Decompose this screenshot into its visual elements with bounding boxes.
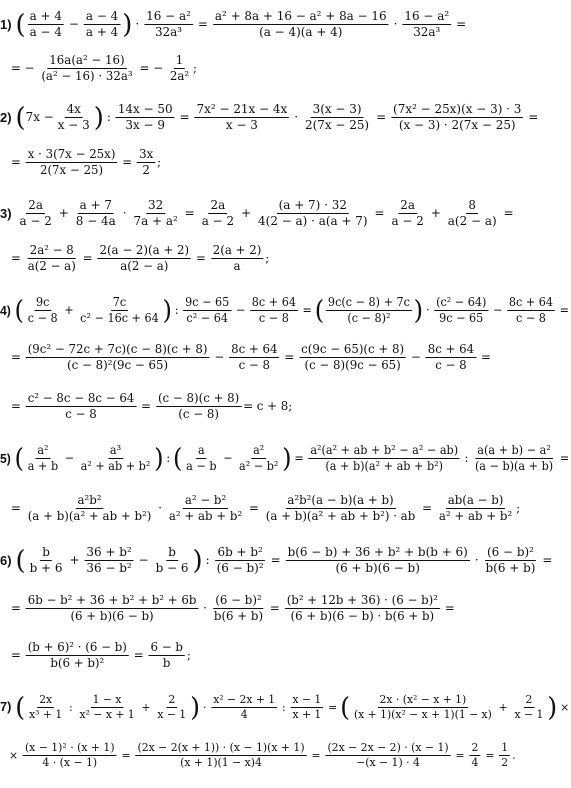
- fraction: $\frac{8c + 64}{c - 8}$: [508, 295, 554, 326]
- problem-number: 7): [0, 699, 12, 715]
- fraction: $\frac{2}{4}$: [471, 741, 479, 770]
- fraction: $\frac{\text{7x² − 21x − 4x}}{x - 3}$: [196, 102, 288, 133]
- problem-number: 5): [0, 450, 11, 466]
- fraction: $\frac{\text{6b + b²}}{\text{(6 − b)²}}$: [216, 545, 264, 576]
- fraction: $\frac{2a}{a - 2}$: [391, 198, 424, 229]
- fraction: $\frac{\text{a²}}{\text{a² − b²}}$: [239, 443, 279, 474]
- fraction: $\frac{\text{36 + b²}}{\text{36 − b²}}$: [86, 545, 132, 576]
- fraction: $\frac{8c + 64}{c - 8}$: [231, 342, 278, 373]
- fraction: $\frac{4x}{x - 3}$: [57, 102, 90, 133]
- fraction: $\frac{3x}{2}$: [139, 147, 154, 178]
- fraction: $\frac{2}{x - 1}$: [157, 693, 187, 722]
- problem-5-line-2: = $\frac{\text{a²b²}}{\text{(a + b)(a² + ab + b²)}}$ · $\frac{\text{a² − b²}}{\text{a² + ab + b²}}$ = $\frac{\text{a²b²(a − b)(a + b)}}{\text{(a + b)(a² + ab + b²) · ab}}$ = $\frac{ab(a - b)}{\text{a² + ab + b²}}$ ;: [10, 493, 521, 524]
- fraction: $\frac{(c - 8)(c + 8)}{(c - 8)}$: [157, 391, 240, 422]
- fraction: $\frac{\text{2a² − 8}}{a(2 - a)}$: [27, 243, 76, 274]
- fraction: $\frac{1}{2}$: [501, 741, 509, 770]
- fraction: $\frac{x - 1}{x + 1}$: [292, 693, 322, 722]
- fraction: $\frac{\text{a² − b²}}{\text{a² + ab + b²}}$: [168, 493, 243, 524]
- problem-6-line-2: = $\frac{\text{6b − b² + 36 + b² + b² + 6b}}{(6 + b)(6 - b)}$ · $\frac{\text{(6 − b)²}}{b(6 + b)}$ = $\frac{\text{(b² + 12b + 36) · (6 − b)²}}{(6 + b)(6 - b) \cdot b(6 + b)}$ =: [10, 593, 455, 624]
- fraction: $\frac{32}{\text{7a + a²}}$: [133, 198, 178, 229]
- fraction: $\frac{\text{16 − a²}}{\text{32a³}}$: [404, 9, 450, 40]
- problem-7-line-1: 7) ( $\frac{2x}{\text{x³ + 1}}$ : $\frac{1 - x}{\text{x² − x + 1}}$ + $\frac{2}{x - 1}$ ) · $\frac{\text{x² − 2x + 1}}{4}$ : $\frac{x - 1}{x + 1}$ = ( $\frac{\text{2x · (x² − x + 1)}}{\text{(x + 1)(x² − x + 1)(1 − x)}}$ + $\frac{2}{x - 1}$ ) ×: [0, 692, 570, 723]
- fraction: $\frac{2}{x - 1}$: [514, 693, 544, 722]
- problem-number: 1): [0, 16, 12, 32]
- problem-5-line-1: 5) ( $\frac{\text{a²}}{a + b}$ − $\frac{\text{a³}}{\text{a² + ab + b²}}$ ) : ( $\frac{a}{a - b}$ − $\frac{\text{a²}}{\text{a² − b²}}$ ) = $\frac{\text{a²(a² + ab + b² − a² − ab)}}{\text{(a + b)(a² + ab + b²)}}$ : $\frac{\text{a(a + b) − a²}}{(a - b)(a + b)}$ =: [0, 443, 570, 474]
- problem-2-line-1: 2) ( 7x − $\frac{4x}{x - 3}$ ) : $\frac{14x - 50}{3x - 9}$ = $\frac{\text{7x² − 21x − 4x}}{x - 3}$ · $\frac{3(x - 3)}{2(7x - 25)}$ = $\frac{\text{(7x² − 25x)(x − 3) · 3}}{(x - 3) \cdot 2(7x - 25)}$ =: [0, 102, 539, 133]
- problem-1-line-1: 1) ( $\frac{a + 4}{a - 4}$ − $\frac{a - 4}{a + 4}$ ) · $\frac{\text{16 − a²}}{\text{32a³}}$ = $\frac{\text{a² + 8a + 16 − a² + 8a − 16}}{(a - 4)(a + 4)}$ · $\frac{\text{16 − a²}}{\text{32a³}}$ =: [0, 9, 467, 40]
- fraction: $\frac{\text{(b + 6)² · (6 − b)}}{\text{b(6 + b)²}}$: [27, 640, 127, 671]
- fraction: $\frac{\text{a²b²(a − b)(a + b)}}{\text{(a + b)(a² + ab + b²) · ab}}$: [265, 493, 416, 524]
- fraction: $\frac{\text{(7x² − 25x)(x − 3) · 3}}{(x - 3) \cdot 2(7x - 25)}$: [393, 102, 522, 133]
- fraction: $\frac{a - 4}{a + 4}$: [85, 9, 119, 40]
- fraction: $\frac{2(a - 2)(a + 2)}{a(2 - a)}$: [99, 243, 190, 274]
- fraction: $\frac{2a}{a - 2}$: [201, 198, 235, 229]
- fraction: $\frac{9c(c - 8) + 7c}{\text{(c − 8)²}}$: [327, 295, 410, 326]
- fraction: $\frac{\text{a²(a² + ab + b² − a² − ab)}}{\text{(a + b)(a² + ab + b²)}}$: [310, 443, 459, 474]
- fraction: $\frac{9c - 65}{\text{c² − 64}}$: [185, 295, 230, 326]
- fraction: $\frac{a}{a - b}$: [186, 443, 217, 474]
- fraction: $\frac{\text{(b² + 12b + 36) · (6 − b)²}}{(6 + b)(6 - b) \cdot b(6 + b)}$: [286, 593, 438, 624]
- fraction: $\frac{3(x - 3)}{2(7x - 25)}$: [304, 102, 370, 133]
- problem-4-line-3: = $\frac{\text{c² − 8c − 8c − 64}}{c - 8}$ = $\frac{(c - 8)(c + 8)}{(c - 8)}$ = c + 8;: [10, 391, 293, 422]
- fraction: $\frac{\text{16a(a² − 16)}}{\text{(a² − 16) · 32a³}}$: [41, 53, 133, 84]
- fraction: $\frac{\text{(x − 1)² · (x + 1)}}{4 \cdot (x - 1)}$: [24, 741, 115, 770]
- fraction: $\frac{\text{(6 − b)²}}{b(6 + b)}$: [213, 593, 264, 624]
- fraction: $\frac{6 - b}{b}$: [150, 640, 183, 671]
- fraction: $\frac{\text{a²}}{a + b}$: [27, 443, 59, 474]
- problem-4-line-1: 4) ( $\frac{9c}{c - 8}$ + $\frac{7c}{\text{c² − 16c + 64}}$ ) : $\frac{9c - 65}{\text{c² − 64}}$ − $\frac{8c + 64}{c - 8}$ = ( $\frac{9c(c - 8) + 7c}{\text{(c − 8)²}}$ ) · $\frac{\text{(c² − 64)}}{9c - 65}$ − $\frac{8c + 64}{c - 8}$ =: [0, 295, 569, 326]
- fraction: $\frac{(2x - 2x - 2) \cdot (x - 1)}{-(x - 1) \cdot 4}$: [327, 741, 449, 770]
- fraction: $\frac{9c}{c - 8}$: [27, 295, 58, 326]
- fraction: $\frac{(a + 7) \cdot 32}{4(2 - a) \cdot a(a + 7)}$: [258, 198, 368, 229]
- problem-number: 4): [0, 302, 11, 318]
- fraction: $\frac{\text{b(6 − b) + 36 + b² + b(b + 6)}}{(6 + b)(6 - b)}$: [287, 545, 468, 576]
- fraction: $\frac{8c + 64}{c - 8}$: [427, 342, 475, 373]
- problem-3-line-2: = $\frac{\text{2a² − 8}}{a(2 - a)}$ = $\frac{2(a - 2)(a + 2)}{a(2 - a)}$ = $\frac{2(a + 2)}{a}$ ;: [10, 243, 270, 274]
- problem-3-line-1: 3) $\frac{2a}{a - 2}$ + $\frac{a + 7}{8 - 4a}$ · $\frac{32}{\text{7a + a²}}$ = $\frac{2a}{a - 2}$ + $\frac{(a + 7) \cdot 32}{4(2 - a) \cdot a(a + 7)}$ = $\frac{2a}{a - 2}$ + $\frac{8}{a(2 - a)}$ =: [0, 198, 514, 229]
- fraction: $\frac{\text{a² + 8a + 16 − a² + 8a − 16}}{(a - 4)(a + 4)}$: [214, 9, 387, 40]
- problem-number: 3): [0, 205, 12, 221]
- fraction: $\frac{1 - x}{\text{x² − x + 1}}$: [79, 693, 135, 722]
- fraction: $\frac{8c + 64}{c - 8}$: [251, 295, 296, 326]
- fraction: $\frac{\text{a(a + b) − a²}}{(a - b)(a + b)}$: [474, 443, 554, 474]
- fraction: $\frac{\text{(c² − 64)}}{9c - 65}$: [436, 295, 487, 326]
- fraction: $\frac{\text{2x · (x² − x + 1)}}{\text{(x + 1)(x² − x + 1)(1 − x)}}$: [353, 693, 492, 722]
- fraction: $\frac{b}{b + 6}$: [29, 545, 63, 576]
- fraction: $\frac{14x - 50}{3x - 9}$: [117, 102, 173, 133]
- fraction: $\frac{ab(a - b)}{\text{a² + ab + b²}}$: [438, 493, 513, 524]
- fraction: $\frac{8}{a(2 - a)}$: [447, 198, 497, 229]
- fraction: $\frac{\text{16 − a²}}{\text{32a³}}$: [146, 9, 191, 40]
- fraction: $\frac{2a}{a - 2}$: [19, 198, 52, 229]
- problem-number: 6): [0, 552, 12, 568]
- problem-7-line-2: × $\frac{\text{(x − 1)² · (x + 1)}}{4 \cdot (x - 1)}$ = $\frac{(2x - 2(x + 1)) \cdot (x - 1)(x + 1)}{(x + 1)(1 - x)4}$ = $\frac{(2x - 2x - 2) \cdot (x - 1)}{-(x - 1) \cdot 4}$ = $\frac{2}{4}$ = $\frac{1}{2}$ .: [8, 741, 516, 770]
- fraction: $\frac{c(9c - 65)(c + 8)}{(c - 8)(9c - 65)}$: [301, 342, 405, 373]
- fraction: $\frac{2(a + 2)}{a}$: [212, 243, 262, 274]
- fraction: $\frac{1}{\text{2a²}}$: [169, 53, 190, 84]
- fraction: $\frac{b}{b - 6}$: [155, 545, 189, 576]
- fraction: $\frac{a + 4}{a - 4}$: [29, 9, 62, 40]
- fraction: $\frac{2x}{\text{x³ + 1}}$: [29, 693, 63, 722]
- problem-1-line-2: = − $\frac{\text{16a(a² − 16)}}{\text{(a² − 16) · 32a³}}$ = − $\frac{1}{\text{2a²}}$ ;: [10, 53, 198, 84]
- fraction: $\frac{\text{(9c² − 72c + 7c)(c − 8)(c + 8)}}{\text{(c − 8)²(9c − 65)}}$: [27, 342, 208, 373]
- fraction: $\frac{7c}{\text{c² − 16c + 64}}$: [80, 295, 159, 326]
- fraction: $\frac{\text{c² − 8c − 8c − 64}}{c - 8}$: [27, 391, 135, 422]
- fraction: $\frac{\text{a³}}{\text{a² + ab + b²}}$: [80, 443, 151, 474]
- fraction: $\frac{\text{a²b²}}{\text{(a + b)(a² + ab + b²)}}$: [27, 493, 152, 524]
- fraction: $\frac{\text{6b − b² + 36 + b² + b² + 6b}}{(6 + b)(6 - b)}$: [27, 593, 197, 624]
- fraction: $\frac{(2x - 2(x + 1)) \cdot (x - 1)(x + 1)}{(x + 1)(1 - x)4}$: [137, 741, 305, 770]
- problem-4-line-2: = $\frac{\text{(9c² − 72c + 7c)(c − 8)(c + 8)}}{\text{(c − 8)²(9c − 65)}}$ − $\frac{8c + 64}{c - 8}$ = $\frac{c(9c - 65)(c + 8)}{(c - 8)(9c - 65)}$ − $\frac{8c + 64}{c - 8}$ =: [10, 342, 491, 373]
- problem-2-line-2: = $\frac{x \cdot 3(7x - 25x)}{2(7x - 25)}$ = $\frac{3x}{2}$ ;: [10, 147, 162, 178]
- fraction: $\frac{x \cdot 3(7x - 25x)}{2(7x - 25)}$: [27, 147, 116, 178]
- problem-6-line-3: = $\frac{\text{(b + 6)² · (6 − b)}}{\text{b(6 + b)²}}$ = $\frac{6 - b}{b}$ ;: [10, 640, 191, 671]
- fraction: $\frac{\text{x² − 2x + 1}}{4}$: [213, 693, 276, 722]
- problem-6-line-1: 6) ( $\frac{b}{b + 6}$ + $\frac{\text{36 + b²}}{\text{36 − b²}}$ − $\frac{b}{b - 6}$ ) : $\frac{\text{6b + b²}}{\text{(6 − b)²}}$ = $\frac{\text{b(6 − b) + 36 + b² + b(b + 6)}}{(6 + b)(6 - b)}$ · $\frac{\text{(6 − b)²}}{b(6 + b)}$ =: [0, 545, 553, 576]
- fraction: $\frac{a + 7}{8 - 4a}$: [75, 198, 116, 229]
- problem-number: 2): [0, 109, 12, 125]
- fraction: $\frac{\text{(6 − b)²}}{b(6 + b)}$: [485, 545, 536, 576]
